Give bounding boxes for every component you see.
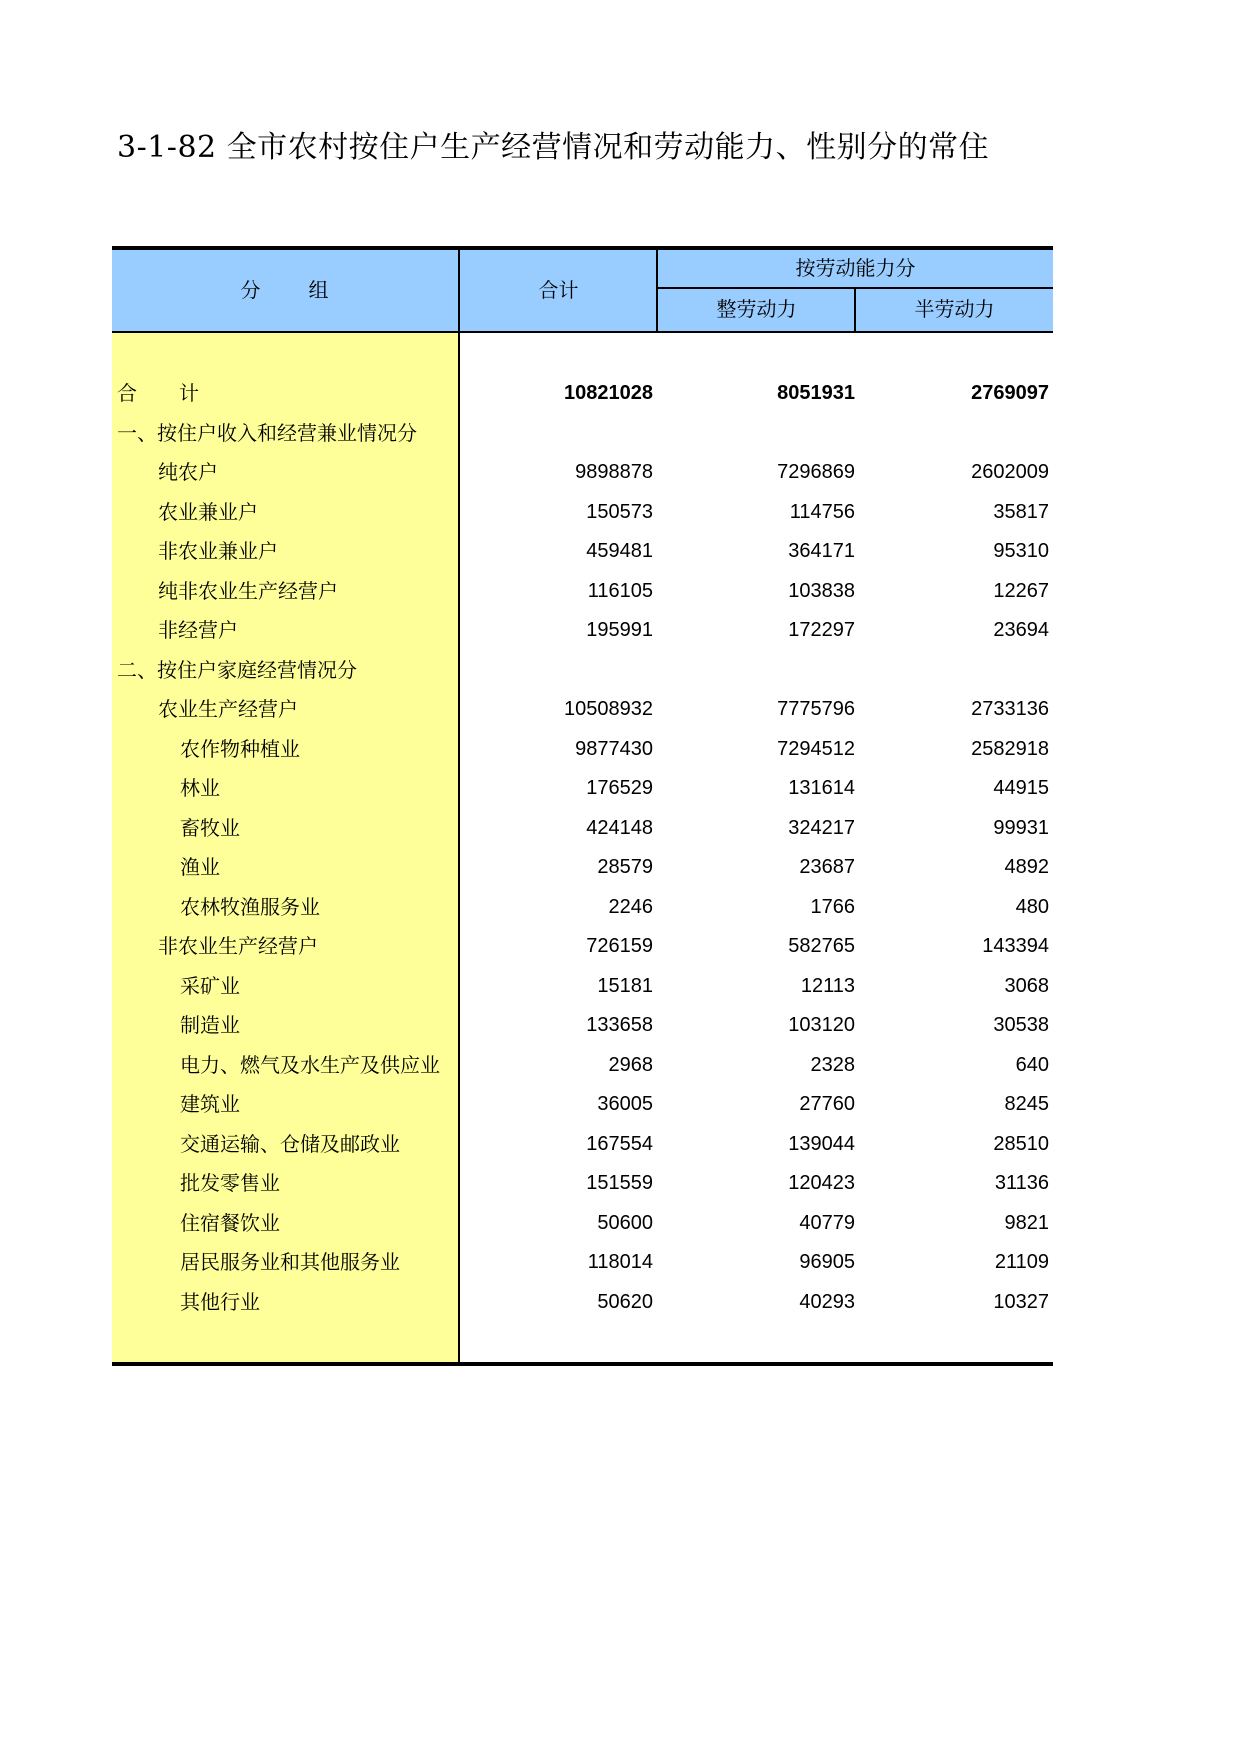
bottom-rule: [112, 1362, 1053, 1366]
row-label: 纯非农业生产经营户: [158, 578, 338, 603]
row-label: 交通运输、仓储及邮政业: [180, 1131, 400, 1156]
row-label: 住宿餐饮业: [180, 1210, 280, 1235]
cell-full: 120423: [788, 1172, 855, 1194]
cell-full: 40293: [799, 1290, 855, 1313]
cell-total: 50600: [597, 1211, 653, 1234]
row-label: 非农业兼业户: [158, 539, 278, 563]
cell-total: 118014: [587, 1251, 653, 1273]
cell-half: 30538: [993, 1014, 1049, 1036]
cell-total: 726159: [586, 935, 653, 957]
cell-total: 151559: [586, 1172, 653, 1194]
cell-full: 12113: [800, 974, 855, 997]
cell-half: 143394: [982, 935, 1049, 957]
row-label: 纯农户: [158, 460, 218, 484]
table-row: [112, 493, 1053, 532]
row-label: 渔业: [180, 855, 220, 879]
cell-total: 28579: [597, 856, 653, 878]
cell-full: 2328: [810, 1053, 855, 1076]
cell-total: 15181: [597, 974, 653, 997]
cell-half: 8245: [1004, 1093, 1049, 1115]
cell-half: 44915: [993, 777, 1049, 799]
table-row: [112, 572, 1053, 611]
row-label: 林业: [180, 776, 220, 800]
row-label: 电力、燃气及水生产及供应业: [180, 1052, 440, 1077]
header-divider-labor: [854, 287, 856, 331]
cell-total: 459481: [586, 540, 653, 562]
total-row-label: 合 计: [117, 381, 199, 405]
row-label: 其他行业: [180, 1289, 260, 1314]
header-half-labor: 半劳动力: [914, 297, 995, 321]
cell-half: 21109: [994, 1251, 1049, 1273]
table-row: [112, 1243, 1053, 1282]
table-row: [112, 848, 1053, 887]
total-row-total: 10821028: [564, 382, 653, 404]
table-row: [112, 414, 1053, 453]
cell-total: 2246: [608, 895, 653, 918]
table-row: [112, 453, 1053, 492]
cell-total: 176529: [586, 777, 653, 799]
cell-half: 4892: [1004, 856, 1049, 878]
total-row: [112, 374, 1053, 413]
cell-total: 9877430: [575, 737, 653, 760]
cell-half: 12267: [993, 579, 1049, 602]
row-label: 非经营户: [158, 618, 238, 642]
cell-half: 2582918: [971, 737, 1049, 760]
cell-full: 139044: [788, 1132, 855, 1155]
header-full-labor: 整劳动力: [716, 297, 797, 321]
cell-full: 103838: [788, 579, 855, 602]
row-label: 批发零售业: [180, 1171, 280, 1195]
header-bottom-rule: [112, 331, 1053, 333]
row-label: 二、按住户家庭经营情况分: [117, 657, 357, 682]
cell-half: 35817: [993, 500, 1049, 523]
cell-half: 23694: [993, 619, 1049, 641]
row-label: 农林牧渔服务业: [180, 894, 320, 919]
table-row: [112, 532, 1053, 571]
header-divider-total: [656, 250, 658, 331]
cell-total: 10508932: [564, 698, 653, 720]
total-row-half: 2769097: [971, 382, 1049, 404]
page-title: 3-1-82 全市农村按住户生产经营情况和劳动能力、性别分的常住: [117, 130, 990, 165]
top-rule: [112, 246, 1053, 250]
cell-full: 7294512: [777, 737, 855, 760]
row-label: 采矿业: [180, 973, 240, 998]
table-row: [112, 1164, 1053, 1203]
cell-total: 9898878: [575, 461, 653, 483]
header-group: 分 组: [240, 278, 331, 302]
table-header: [112, 250, 1053, 331]
cell-full: 582765: [788, 935, 855, 957]
cell-total: 2968: [608, 1053, 653, 1076]
row-label: 农作物种植业: [180, 736, 300, 761]
cell-half: 2602009: [971, 461, 1049, 483]
table-row: [112, 1046, 1053, 1085]
cell-half: 99931: [993, 816, 1049, 839]
table-row: [112, 690, 1053, 729]
table-row: [112, 967, 1053, 1006]
table-row: [112, 1125, 1053, 1164]
table-row: [112, 1085, 1053, 1124]
cell-full: 96905: [799, 1251, 855, 1273]
row-label: 非农业生产经营户: [158, 934, 318, 958]
cell-half: 2733136: [971, 698, 1049, 720]
cell-total: 50620: [597, 1290, 653, 1313]
cell-full: 27760: [799, 1093, 855, 1115]
cell-full: 23687: [799, 856, 855, 878]
cell-half: 28510: [993, 1132, 1049, 1155]
cell-total: 424148: [586, 816, 653, 839]
cell-half: 9821: [1004, 1211, 1049, 1234]
table-row: [112, 611, 1053, 650]
row-label: 畜牧业: [180, 815, 240, 840]
row-label: 农业兼业户: [158, 499, 258, 524]
table-row: [112, 651, 1053, 690]
cell-full: 7775796: [777, 698, 855, 720]
cell-full: 1766: [810, 895, 855, 918]
cell-full: 114756: [789, 500, 855, 523]
cell-full: 364171: [788, 540, 855, 562]
header-total: 合计: [538, 278, 579, 302]
table-row: [112, 730, 1053, 769]
cell-total: 116105: [587, 579, 653, 602]
cell-total: 150573: [586, 500, 653, 523]
table-row: [112, 888, 1053, 927]
cell-full: 40779: [799, 1211, 855, 1234]
header-labor-capacity: 按劳动能力分: [795, 256, 916, 280]
cell-total: 167554: [586, 1132, 653, 1155]
table-row: [112, 1006, 1053, 1045]
row-label: 建筑业: [180, 1092, 240, 1116]
table-row: [112, 769, 1053, 808]
table-row: [112, 927, 1053, 966]
cell-full: 131614: [788, 777, 855, 799]
table-row: [112, 809, 1053, 848]
cell-full: 172297: [788, 619, 855, 641]
table-row: [112, 1204, 1053, 1243]
row-label: 居民服务业和其他服务业: [180, 1250, 400, 1274]
cell-half: 31136: [994, 1172, 1049, 1194]
table-row: [112, 1283, 1053, 1322]
row-label: 农业生产经营户: [158, 697, 298, 721]
cell-half: 3068: [1004, 974, 1049, 997]
cell-half: 10327: [993, 1290, 1049, 1313]
cell-half: 480: [1015, 895, 1049, 918]
cell-total: 36005: [597, 1093, 653, 1115]
cell-full: 324217: [788, 816, 855, 839]
cell-full: 7296869: [777, 461, 855, 483]
cell-full: 103120: [788, 1014, 855, 1036]
cell-half: 640: [1015, 1053, 1049, 1076]
cell-total: 195991: [586, 619, 653, 641]
cell-total: 133658: [586, 1014, 653, 1036]
cell-half: 95310: [993, 540, 1049, 562]
total-row-full: 8051931: [777, 382, 855, 404]
row-label: 制造业: [180, 1013, 240, 1037]
row-label: 一、按住户收入和经营兼业情况分: [117, 420, 417, 445]
statistics-table: [112, 246, 1053, 1370]
